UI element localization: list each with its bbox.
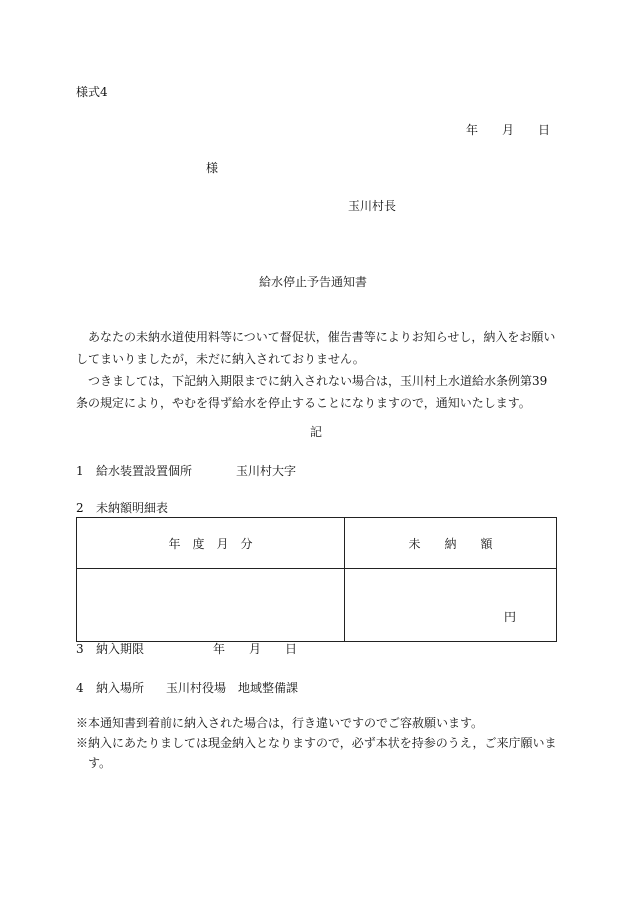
body-paragraphs bbox=[76, 326, 556, 414]
item-1-number: 1 bbox=[76, 464, 84, 478]
item-1-label: 給水装置設置個所 bbox=[96, 464, 193, 478]
item-2-label: 未納額明細表 bbox=[96, 501, 169, 515]
item-4-number: 4 bbox=[76, 681, 84, 695]
notes-section bbox=[76, 713, 558, 773]
issue-date: 年 月 日 bbox=[466, 123, 551, 137]
unpaid-amount-cell: 円 bbox=[345, 569, 557, 642]
item-4-value: 玉川村役場 地域整備課 bbox=[166, 681, 299, 695]
table-row bbox=[77, 569, 557, 642]
addressee-suffix: 様 bbox=[206, 161, 219, 175]
note-1: ※本通知書到着前に納入された場合は，行き違いですのでご容赦願います。 bbox=[76, 716, 484, 730]
ki-heading: 記 bbox=[310, 425, 323, 439]
document-title: 給水停止予告通知書 bbox=[259, 275, 368, 289]
body-paragraph-2: つきましては，下記納入期限までに納入されない場合は，玉川村上水道給水条例第39条の規定により，やむを得ず給水を停止することになりますので，通知いたします。 bbox=[76, 374, 548, 410]
item-1-value: 玉川村大字 bbox=[236, 464, 297, 478]
period-cell bbox=[77, 569, 345, 642]
body-paragraph-1: あなたの未納水道使用料等について督促状，催告書等によりお知らせし，納入をお願いしてまいりましたが，未だに納入されておりません。 bbox=[76, 330, 556, 366]
unpaid-amount-header: 未 納 額 bbox=[345, 518, 557, 569]
item-3-number: 3 bbox=[76, 642, 84, 656]
item-3-value: 年 月 日 bbox=[213, 642, 298, 656]
note-2: ※納入にあたりましては現金納入となりますので，必ず本状を持参のうえ，ご来庁願います。 bbox=[76, 736, 557, 770]
unpaid-amount-table bbox=[76, 517, 557, 642]
form-number: 様式4 bbox=[76, 85, 108, 99]
item-2-number: 2 bbox=[76, 501, 84, 515]
sender-name: 玉川村長 bbox=[348, 199, 397, 213]
table-header-row bbox=[77, 518, 557, 569]
item-4-label: 納入場所 bbox=[96, 681, 145, 695]
item-3-label: 納入期限 bbox=[96, 642, 145, 656]
period-header: 年 度 月 分 bbox=[77, 518, 345, 569]
